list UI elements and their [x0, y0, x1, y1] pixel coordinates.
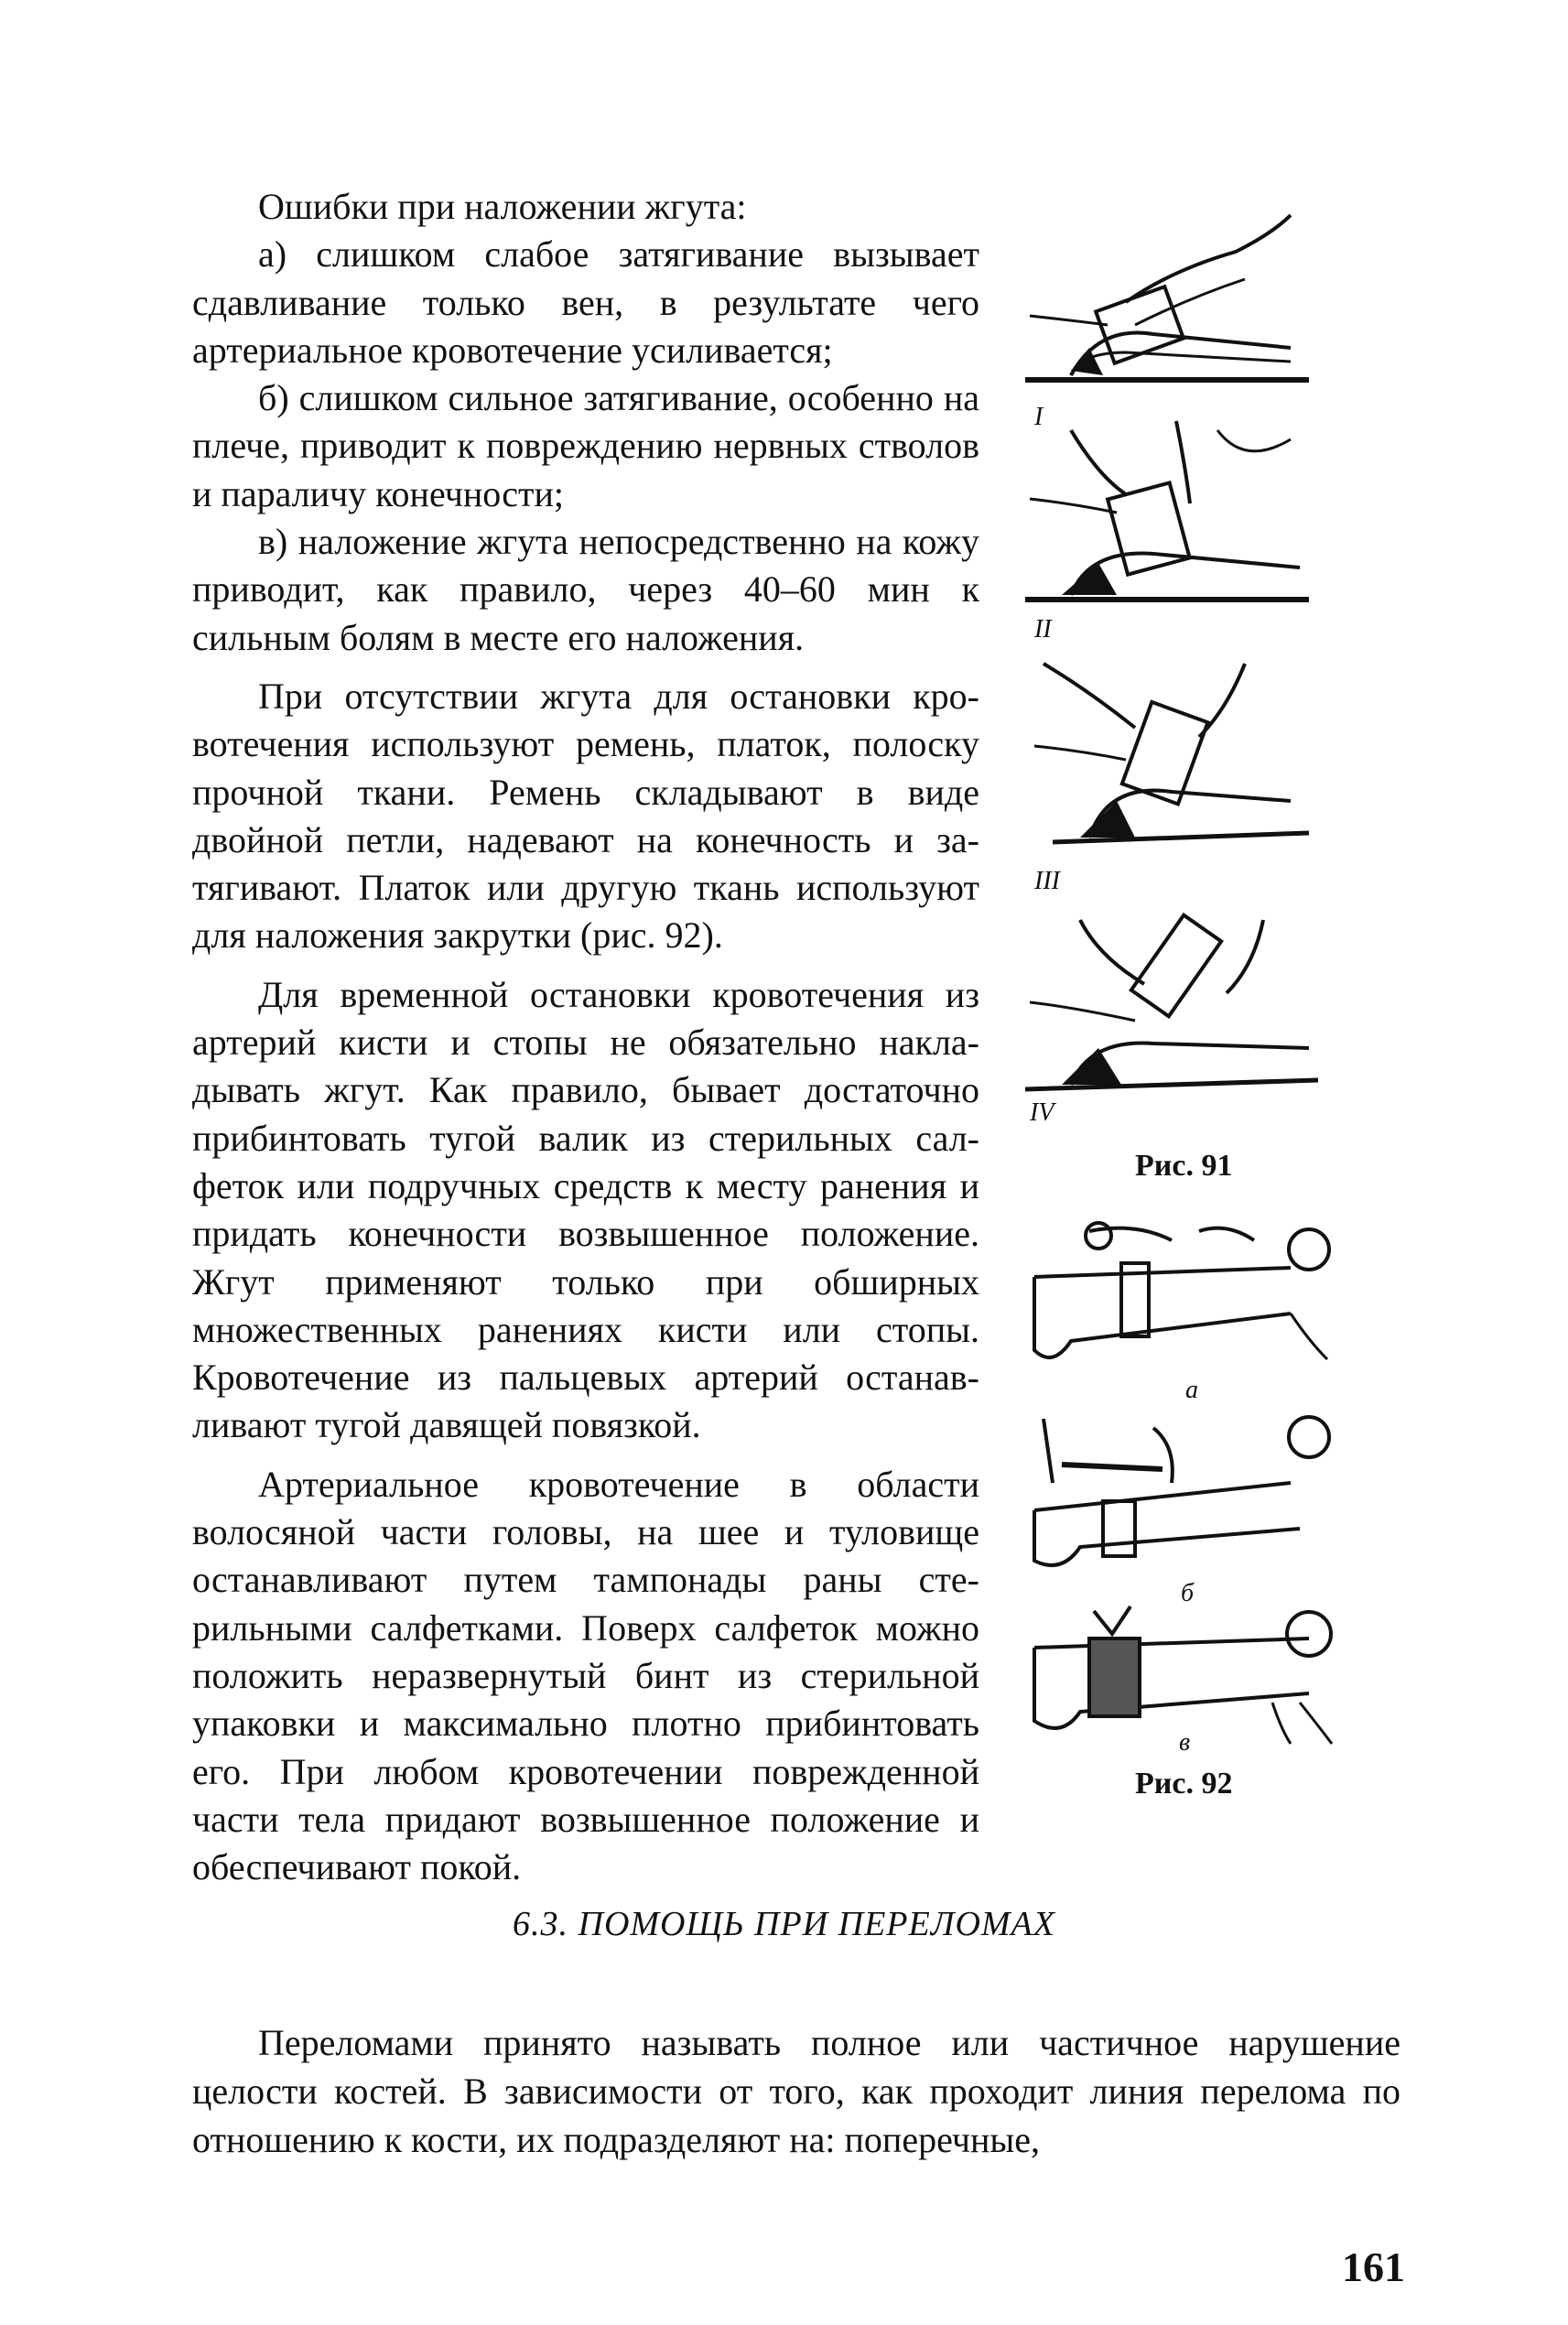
- fig91-label-4: IV: [1030, 1098, 1054, 1127]
- fig91-panel-1: [1016, 197, 1318, 431]
- fig92-illustration-b: [1016, 1400, 1346, 1579]
- fig92-illustration-a: [1016, 1213, 1346, 1373]
- fig91-label-3: III: [1034, 867, 1060, 895]
- fig91-panel-4: [1016, 902, 1327, 1127]
- paragraph-hand-foot: Для временной остановки кровотечения из артерий кисти и стопы не обязательно накладывать жгут. Как правило, бывает достаточно прибинтовать тугой валик из стерильных салфеток или подручных средств к месту ранения и придать конечности возвышенное положение. Жгут применяют только при обширных множественных ранениях кисти или стопы. Кровотечение из пальцевых артерий останавливают тугой давящей повязкой.: [192, 973, 979, 1446]
- fig91-panel-3: [1016, 654, 1318, 895]
- fig92-panel-v: [1016, 1593, 1346, 1757]
- paragraph-fractures: Переломами принято называть полное или частичное нарушение целости костей. В зависимости от того, как проходит линия перелома по отношению к кости, их подразделяют на: поперечные,: [192, 2022, 1400, 2160]
- fig91-label-1: I: [1034, 403, 1044, 431]
- error-item-a: а) слишком слабое затягивание вызывает сдавливание только вен, в результате чего артериальное кровотечение усиливается;: [192, 233, 979, 371]
- fig92-label-v: в: [1179, 1728, 1191, 1757]
- left-text-column: [192, 183, 979, 1898]
- paragraph-head-neck: Артериальное кровотечение в области волосяной части головы, на шее и туловище останавливают путем тампонады раны стерильными салфетками. Поверх салфеток можно положить неразвернутый бинт из стерильной упаковки и максимально плотно прибинтовать его. При любом кровотечении поврежденной части тела придают возвышенное положение и обеспечивают покой.: [192, 1463, 979, 1888]
- error-item-v: в) наложение жгута непосредственно на кожу приводит, как правило, через 40–60 мин к сильным болям в месте его наложения.: [192, 521, 979, 658]
- fig91-label-2: II: [1034, 615, 1052, 643]
- page-number: 161: [1342, 2244, 1405, 2290]
- fig91-illustration-4: [1016, 902, 1327, 1103]
- section-body: [192, 2018, 1400, 2171]
- fig92-label-a: а: [1185, 1376, 1198, 1404]
- error-item-b: б) слишком сильное затягивание, особенно на плече, приводит к повреждению нервных стволов и параличу конечности;: [192, 377, 979, 514]
- fig92-panel-b: [1016, 1400, 1346, 1607]
- fig91-illustration-2: [1016, 412, 1318, 613]
- fig92-label-b: б: [1181, 1579, 1195, 1607]
- errors-heading: Ошибки при наложении жгута:: [258, 186, 747, 227]
- fig91-caption: Рис. 91: [1135, 1149, 1233, 1183]
- fig91-illustration-1: [1016, 197, 1318, 394]
- section-title: 6.3. ПОМОЩЬ ПРИ ПЕРЕЛОМАХ: [513, 1905, 1055, 1943]
- fig92-panel-a: [1016, 1213, 1346, 1404]
- paragraph-no-tourniquet: При отсутствии жгута для остановки кровотечения используют ремень, платок, полоску прочной ткани. Ремень складывают в виде двойной петли, надевают на конечность и затягивают. Платок или другую ткань используют для наложения закрутки (рис. 92).: [192, 675, 979, 957]
- fig92-caption: Рис. 92: [1135, 1767, 1233, 1801]
- fig91-panel-2: [1016, 412, 1318, 643]
- fig91-illustration-3: [1016, 654, 1318, 856]
